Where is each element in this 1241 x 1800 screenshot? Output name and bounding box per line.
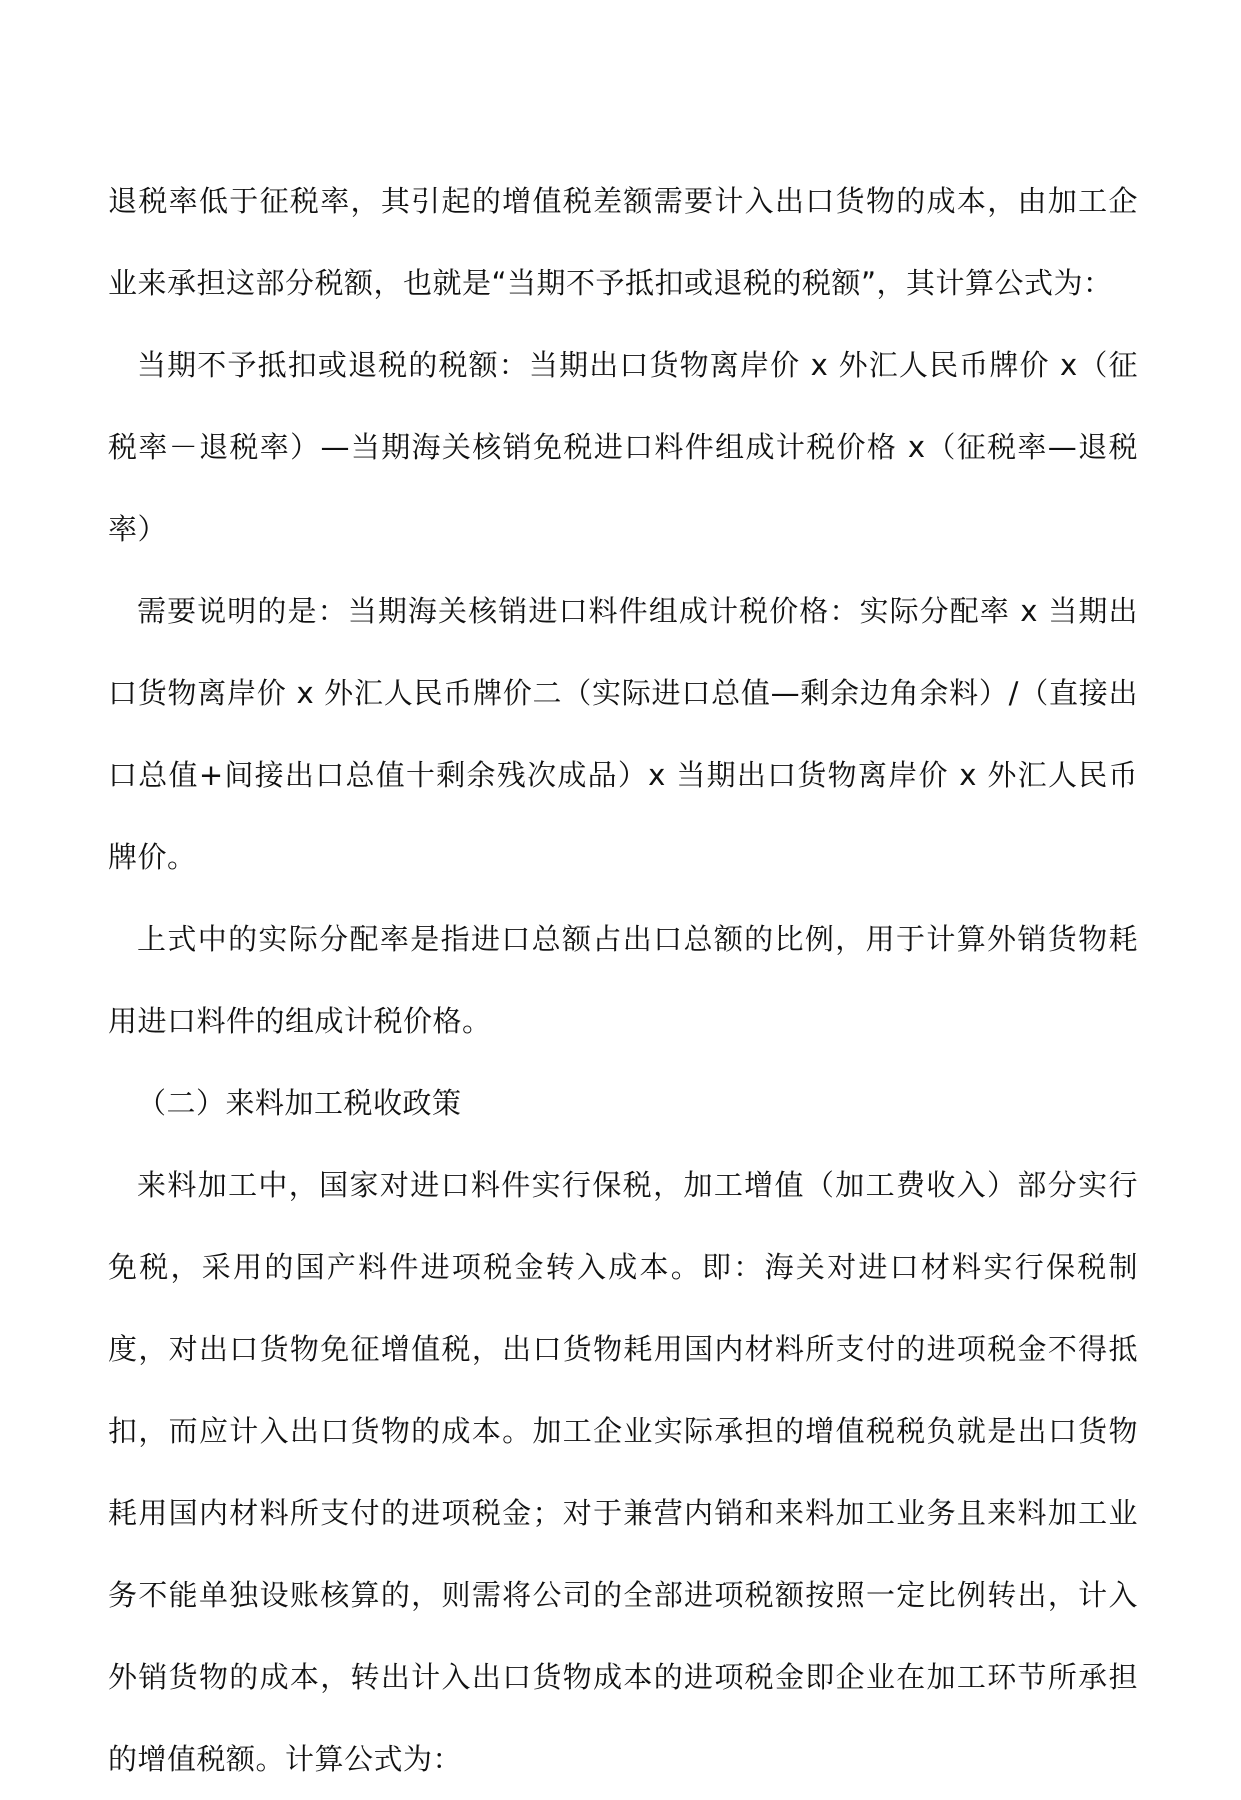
paragraph-tax-difference: 退税率低于征税率，其引起的增值税差额需要计入出口货物的成本，由加工企业来承担这部分税额，也就是“当期不予抵扣或退税的税额”，其计算公式为： [108,184,1138,300]
paragraph-allocation-rate: 上式中的实际分配率是指进口总额占出口总额的比例，用于计算外销货物耗用进口料件的组成计税价格。 [108,922,1138,1038]
document-body [108,160,1138,1800]
paragraph-processing-policy: 来料加工中，国家对进口料件实行保税，加工增值（加工费收入）部分实行免税，采用的国产料件进项税金转入成本。即：海关对进口材料实行保税制度，对出口货物免征增值税，出口货物耗用国内材料所支付的进项税金不得抵扣，而应计入出口货物的成本。加工企业实际承担的增值税税负就是出口货物耗用国内材料所支付的进项税金；对于兼营内销和来料加工业务且来料加工业务不能单独设账核算的，则需将公司的全部进项税额按照一定比例转出，计入外销货物的成本，转出计入出口货物成本的进项税金即企业在加工环节所承担的增值税额。计算公式为： [108,1168,1138,1776]
section-heading-processing-policy: （二）来料加工税收政策 [137,1086,462,1120]
paragraph-non-deductible-formula: 当期不予抵扣或退税的税额：当期出口货物离岸价 x 外汇人民币牌价 x（征税率－退税率）—当期海关核销免税进口料件组成计税价格 x（征税率—退税率） [108,348,1138,546]
paragraph-explanation: 需要说明的是：当期海关核销进口料件组成计税价格：实际分配率 x 当期出口货物离岸价 x 外汇人民币牌价二（实际进口总值—剩余边角余料）/（直接出口总值+间接出口总值十剩余残次成品）x 当期出口货物离岸价 x 外汇人民币牌价。 [108,594,1138,874]
